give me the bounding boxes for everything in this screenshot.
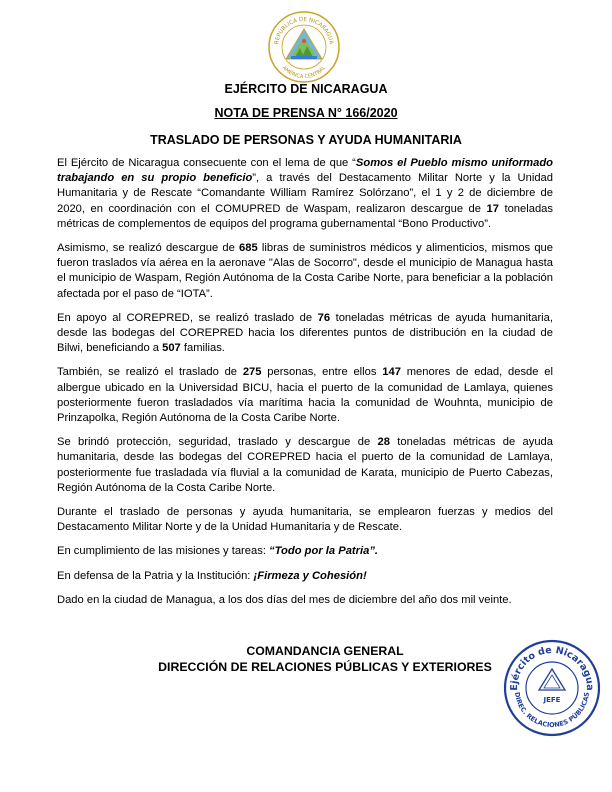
paragraph-6: Durante el traslado de personas y ayuda humanitaria, se emplearon fuerzas y medios del Destacamento Militar Norte y de la Unidad Humanitaria y de Rescate. xyxy=(57,506,553,534)
organization-name: EJÉRCITO DE NICARAGUA xyxy=(224,82,388,96)
paragraph-2: Asimismo, se realizó descargue de 685 libras de suministros médicos y alimenticios, mismos que fueron traslados vía aérea en la aeronave "Alas de Socorro", desde el municipio de Managua hasta el municipio de Waspam, Región Autónoma de la Costa Caribe Norte, para beneficiar a la población afectada por el paso de “IOTA”. xyxy=(57,242,554,300)
paragraph-8: En defensa de la Patria y la Institución: ¡Firmeza y Cohesión! xyxy=(57,569,367,582)
signature-line-2: DIRECCIÓN DE RELACIONES PÚBLICAS Y EXTERIORES xyxy=(158,660,492,674)
press-release-body xyxy=(57,156,553,617)
paragraph-3: En apoyo al COREPRED, se realizó traslado de 76 toneladas métricas de ayuda humanitaria, desde las bodegas del COREPRED hacia los diferentes puntos de distribución en la ciudad de Bilwi, beneficiando a 507 familias. xyxy=(57,311,553,355)
paragraph-4: También, se realizó el traslado de 275 personas, entre ellos 147 menores de edad, desde el albergue ubicado en la Universidad BICU, hacia el puerto de la comunidad de Lamlaya, quienes posteriormente fueron trasladados vía marítima hacia la comunidad de Wouhnta, municipio de Prinzapolka, Región Autónoma de la Costa Caribe Norte. xyxy=(57,366,553,425)
stamp-text-top: Ejército de Nicaragua xyxy=(508,644,596,691)
nicaragua-coat-of-arms-icon xyxy=(267,10,341,84)
paragraph-1: El Ejército de Nicaragua consecuente con el lema de que “Somos el Pueblo mismo uniformado trabajando en su propio beneficio”, a través del Destacamento Militar Norte y la Unidad Humanitaria y de Rescate “Comandante William Ramírez Solórzano”, el 1 y 2 de diciembre de 2020, en coordinación con el COMUPRED de Waspam, realizaron descargue de 17 toneladas métricas de complementos de equipos del programa gubernamental “Bono Productivo”. xyxy=(57,157,553,230)
paragraph-7: En cumplimiento de las misiones y tareas: “Todo por la Patria”. xyxy=(57,545,379,558)
official-stamp-icon xyxy=(502,638,602,738)
signature-line-1: COMANDANCIA GENERAL xyxy=(246,644,404,658)
stamp-center-text: JEFE xyxy=(543,696,561,704)
press-release-title: TRASLADO DE PERSONAS Y AYUDA HUMANITARIA xyxy=(150,133,462,147)
seal-text-bottom: AMÉRICA CENTRAL xyxy=(280,65,328,81)
paragraph-5: Se brindó protección, seguridad, traslado y descargue de 28 toneladas métricas de ayuda humanitaria, desde las bodegas del COREPRED hacia el puerto de la comunidad de Lamlaya, posteriormente fue trasladada vía fluvial a la comunidad de Karata, municipio de Puerto Cabezas, Región Autónoma de la Costa Caribe Norte. xyxy=(57,436,553,494)
stamp-text-bottom: DIREC. RELACIONES PÚBLICAS xyxy=(512,691,591,730)
press-note-number: NOTA DE PRENSA N° 166/2020 xyxy=(214,106,398,120)
seal-text-top: REPÚBLICA DE NICARAGUA xyxy=(274,16,334,45)
paragraph-9: Dado en la ciudad de Managua, a los dos días del mes de diciembre del año dos mil veinte. xyxy=(57,593,512,606)
